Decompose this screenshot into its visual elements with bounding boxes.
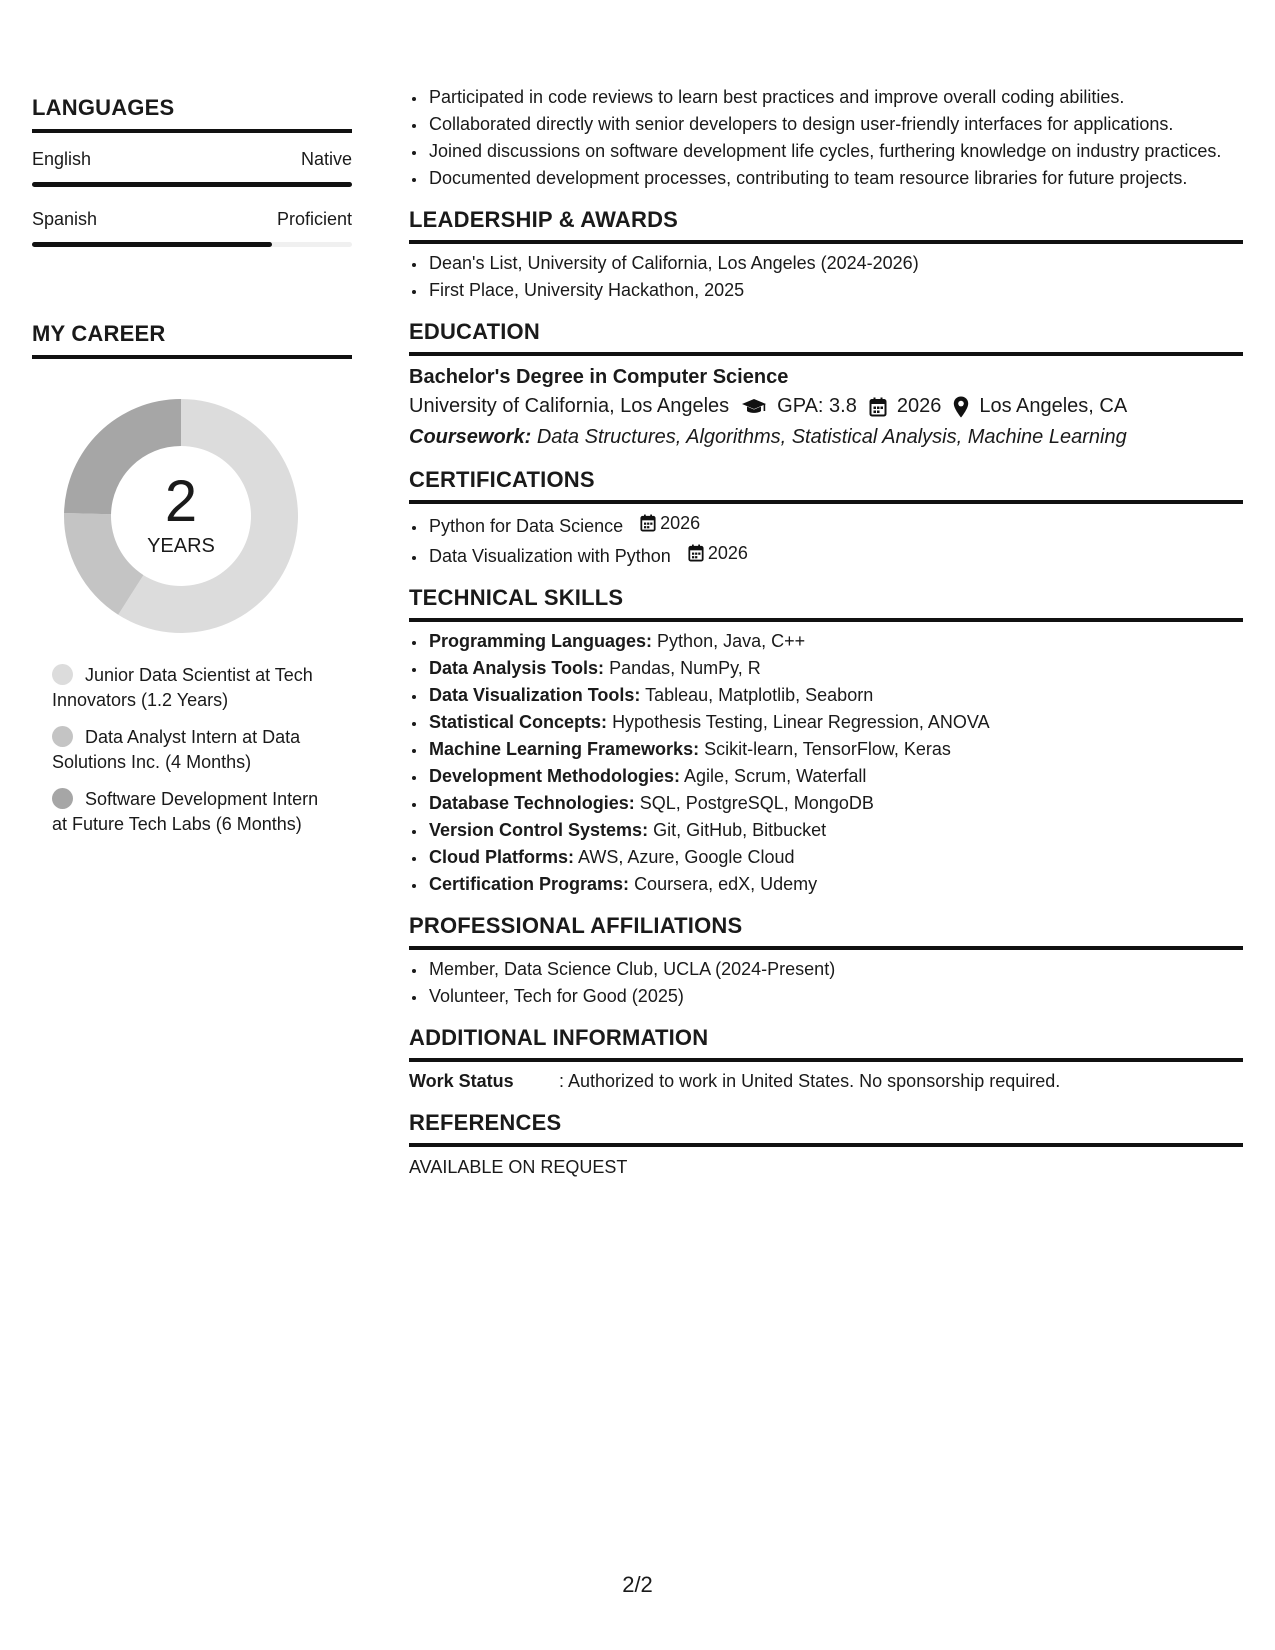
certifications-heading: CERTIFICATIONS (409, 467, 1243, 504)
certification-year: 2026 (660, 513, 701, 533)
certifications-list (409, 512, 1243, 567)
language-name: Spanish (32, 209, 98, 229)
career-heading: MY CAREER (32, 321, 352, 359)
career-total-years: 2 (164, 469, 198, 534)
language-name: English (32, 149, 92, 169)
language-bar (32, 242, 352, 247)
education-details (409, 395, 1243, 418)
career-total-unit: YEARS (147, 535, 215, 557)
language-level: Native (300, 149, 352, 169)
coursework-list: Data Structures, Algorithms, Statistical Analysis, Machine Learning (536, 426, 1127, 448)
list-item: • Volunteer, Tech for Good (2025) (427, 985, 1243, 1007)
references-text: AVAILABLE ON REQUEST (409, 1157, 628, 1177)
affiliations-list (409, 958, 1243, 1007)
list-item: • Member, Data Science Club, UCLA (2024-Present) (427, 958, 1243, 980)
graduation-cap-icon (741, 398, 767, 416)
list-item: • Certification Programs: Coursera, edX, Udemy (427, 873, 1243, 895)
certification-year: 2026 (707, 543, 748, 563)
list-item: • Version Control Systems: Git, GitHub, Bitbucket (427, 819, 1243, 841)
additional-info-heading: ADDITIONAL INFORMATION (409, 1025, 1243, 1062)
career-donut-chart (56, 391, 306, 641)
certification-name: Data Visualization with Python (429, 546, 671, 566)
language-spanish (32, 209, 352, 247)
list-item (427, 542, 1243, 567)
language-bar-fill (32, 182, 352, 187)
list-item: • Database Technologies: SQL, PostgreSQL, MongoDB (427, 792, 1243, 814)
language-level: Proficient (276, 209, 352, 229)
coursework (409, 426, 1243, 449)
list-item: • Data Visualization Tools: Tableau, Matplotlib, Seaborn (427, 684, 1243, 706)
leadership-heading: LEADERSHIP & AWARDS (409, 207, 1243, 244)
calendar-icon (869, 397, 887, 417)
skills-heading: TECHNICAL SKILLS (409, 585, 1243, 622)
coursework-label: Coursework: (409, 426, 532, 448)
list-item: • First Place, University Hackathon, 2025 (427, 279, 1243, 301)
graduation-year: 2026 (896, 395, 942, 417)
legend-dot-icon (52, 726, 73, 747)
calendar-icon (688, 544, 704, 562)
work-status-row (409, 1071, 1243, 1092)
career-legend-item: Junior Data Scientist at Tech Innovators (1.2 Years) (52, 665, 313, 710)
language-bar-fill (32, 242, 272, 247)
list-item: • Participated in code reviews to learn best practices and improve overall coding abilities. (427, 86, 1243, 108)
languages-heading: LANGUAGES (32, 95, 352, 133)
calendar-icon (640, 514, 656, 532)
work-status-value: : Authorized to work in United States. No sponsorship required. (559, 1071, 1061, 1091)
language-english (32, 149, 352, 187)
affiliations-heading: PROFESSIONAL AFFILIATIONS (409, 913, 1243, 950)
skills-list (409, 630, 1243, 895)
school-name: University of California, Los Angeles (409, 395, 730, 417)
career-legend-item: Software Development Intern at Future Tech Labs (6 Months) (52, 789, 319, 834)
experience-bullets (409, 86, 1243, 189)
list-item: • Data Analysis Tools: Pandas, NumPy, R (427, 657, 1243, 679)
references-heading: REFERENCES (409, 1110, 1243, 1147)
leadership-list (409, 252, 1243, 301)
education-heading: EDUCATION (409, 319, 1243, 356)
map-pin-icon (953, 396, 969, 418)
left-column (32, 95, 352, 849)
career-legend-item: Data Analyst Intern at Data Solutions Inc. (4 Months) (52, 727, 301, 772)
list-item: • Development Methodologies: Agile, Scrum, Waterfall (427, 765, 1243, 787)
legend-dot-icon (52, 664, 73, 685)
list-item: • Statistical Concepts: Hypothesis Testing, Linear Regression, ANOVA (427, 711, 1243, 733)
gpa: GPA: 3.8 (777, 395, 857, 417)
page-number: 2/2 (622, 1572, 653, 1597)
location: Los Angeles, CA (979, 395, 1128, 417)
list-item: • Programming Languages: Python, Java, C++ (427, 630, 1243, 652)
list-item: • Documented development processes, contributing to team resource libraries for future projects. (427, 167, 1243, 189)
work-status-label: Work Status (409, 1071, 514, 1091)
degree-title: Bachelor's Degree in Computer Science (409, 366, 789, 388)
career-legend (52, 663, 332, 837)
list-item: • Machine Learning Frameworks: Scikit-learn, TensorFlow, Keras (427, 738, 1243, 760)
list-item: • Dean's List, University of California, Los Angeles (2024-2026) (427, 252, 1243, 274)
certification-name: Python for Data Science (429, 516, 624, 536)
right-column (409, 78, 1243, 1178)
list-item: • Collaborated directly with senior developers to design user-friendly interfaces for applications. (427, 113, 1243, 135)
language-bar (32, 182, 352, 187)
list-item: • Joined discussions on software development life cycles, furthering knowledge on industry practices. (427, 140, 1243, 162)
list-item (427, 512, 1243, 537)
legend-dot-icon (52, 788, 73, 809)
list-item: • Cloud Platforms: AWS, Azure, Google Cloud (427, 846, 1243, 868)
